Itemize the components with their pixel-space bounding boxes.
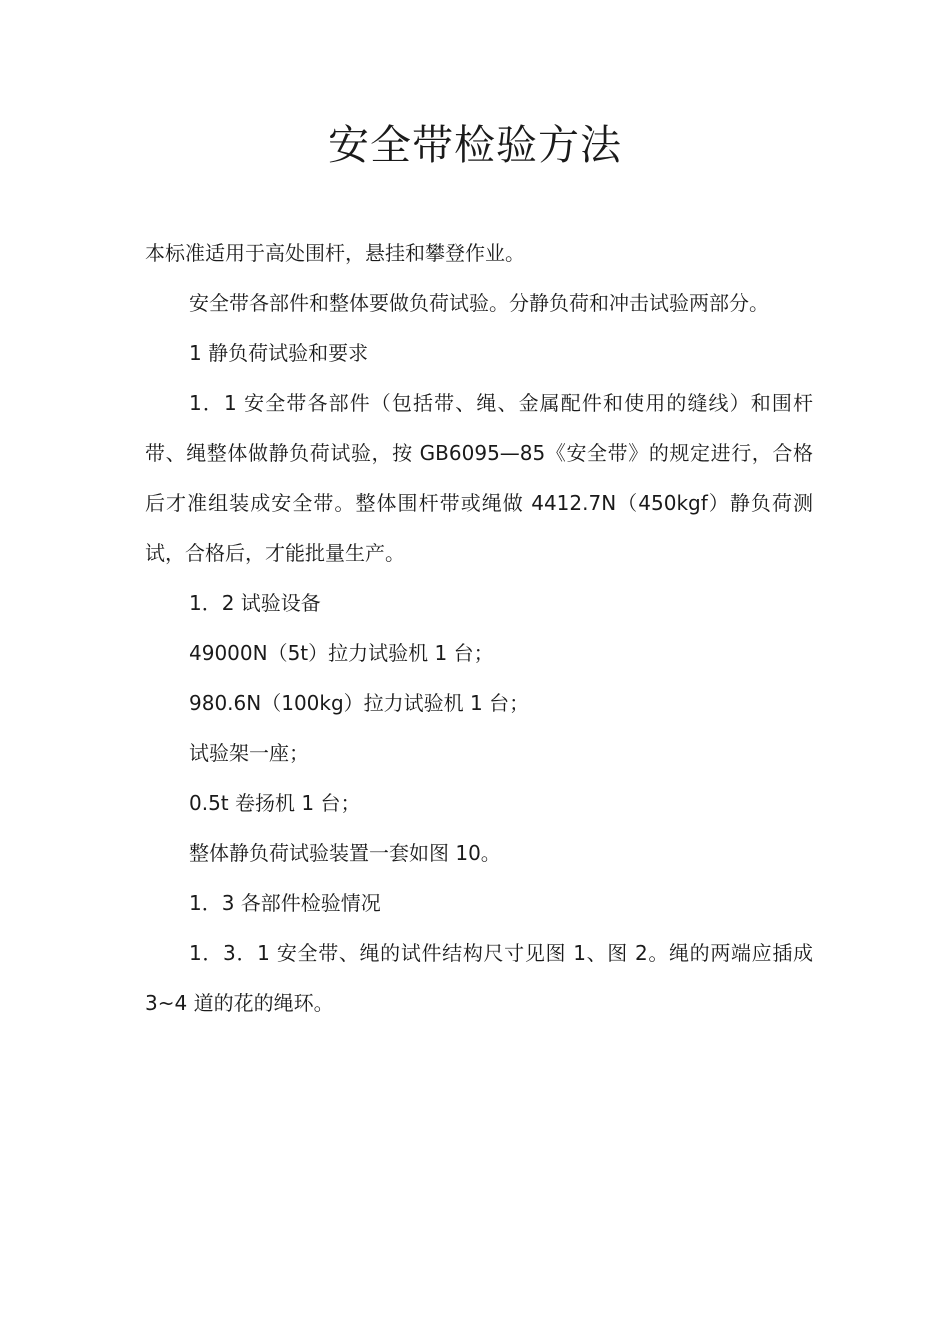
document-title: 安全带检验方法 bbox=[328, 121, 622, 169]
equipment-item-5: 整体静负荷试验装置一套如图 10。 bbox=[189, 841, 501, 865]
paragraph-scope: 本标准适用于高处围杆，悬挂和攀登作业。 bbox=[145, 241, 525, 265]
paragraph-section-1-1: 1．1 安全带各部件（包括带、绳、金属配件和使用的缝线）和围杆带、绳整体做静负荷试验，按 GB6095—85《安全带》的规定进行，合格后才准组装成安全带。整体围杆带或绳做 4412.7N（450kgf）静负荷测试，合格后，才能批量生产。 bbox=[145, 391, 813, 565]
heading-section-1-2: 1．2 试验设备 bbox=[189, 591, 321, 615]
equipment-item-4: 0.5t 卷扬机 1 台； bbox=[189, 791, 361, 815]
paragraph-section-1-3-1: 1．3．1 安全带、绳的试件结构尺寸见图 1、图 2。绳的两端应插成 3~4 道的花的绳环。 bbox=[145, 941, 813, 1015]
equipment-item-3: 试验架一座； bbox=[189, 741, 309, 765]
heading-section-1: 1 静负荷试验和要求 bbox=[189, 341, 369, 365]
equipment-item-1: 49000N（5t）拉力试验机 1 台； bbox=[189, 641, 494, 665]
heading-section-1-3: 1．3 各部件检验情况 bbox=[189, 891, 381, 915]
equipment-item-2: 980.6N（100kg）拉力试验机 1 台； bbox=[189, 691, 530, 715]
document-body bbox=[145, 228, 813, 1028]
paragraph-load-test-intro: 安全带各部件和整体要做负荷试验。分静负荷和冲击试验两部分。 bbox=[189, 291, 769, 315]
